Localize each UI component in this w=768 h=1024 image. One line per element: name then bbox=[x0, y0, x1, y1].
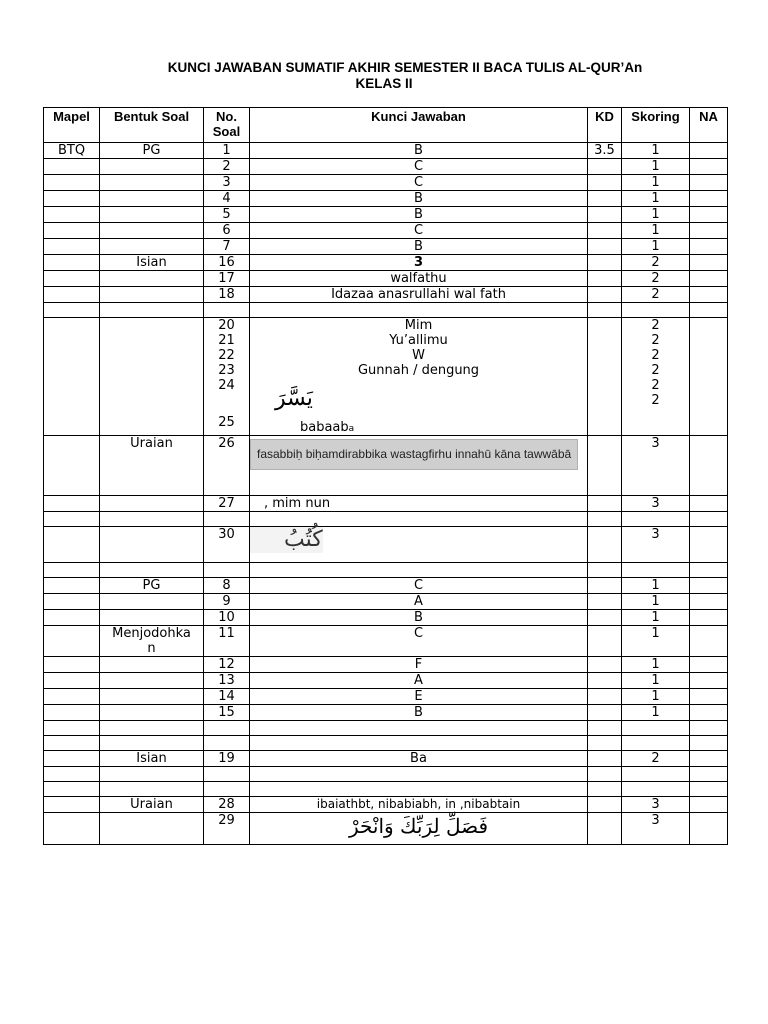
table-row bbox=[44, 207, 728, 223]
cell-skor: 1 bbox=[622, 673, 690, 689]
header-na: NA bbox=[690, 108, 728, 143]
cell-skor: 1 bbox=[622, 610, 690, 626]
table-row bbox=[44, 610, 728, 626]
cell-no: 29 bbox=[204, 813, 250, 845]
cell-no: 26 bbox=[204, 436, 250, 496]
cell-kunci: C bbox=[250, 223, 588, 239]
cell-skor: 2 bbox=[622, 255, 690, 271]
cell-skor: 1 bbox=[622, 239, 690, 255]
cell-skor: 1 bbox=[622, 143, 690, 159]
cell-kd: 3.5 bbox=[588, 143, 622, 159]
cell-no: 14 bbox=[204, 689, 250, 705]
table-row bbox=[44, 813, 728, 845]
cell-skor: 1 bbox=[622, 657, 690, 673]
cell-skor: 1 bbox=[622, 159, 690, 175]
cell-kunci: ibaiathbt, nibabiabh, in ,nibabtain bbox=[250, 797, 588, 813]
table-row bbox=[44, 175, 728, 191]
table-row bbox=[44, 673, 728, 689]
document-title: KUNCI JAWABAN SUMATIF AKHIR SEMESTER II BACA TULIS AL-QUR’An bbox=[167, 60, 643, 75]
table-row-empty bbox=[44, 767, 728, 782]
cell-kunci: B bbox=[250, 191, 588, 207]
answer-key-table bbox=[43, 107, 728, 845]
cell-no: 3 bbox=[204, 175, 250, 191]
cell-skor: 1 bbox=[622, 626, 690, 657]
cell-kunci: A bbox=[250, 673, 588, 689]
cell-no: 28 bbox=[204, 797, 250, 813]
cell-skor: 3 bbox=[622, 797, 690, 813]
table-row bbox=[44, 751, 728, 767]
cell-no: 7 bbox=[204, 239, 250, 255]
cell-skor: 1 bbox=[622, 207, 690, 223]
cell-kunci: A bbox=[250, 594, 588, 610]
cell-bentuk: PG bbox=[100, 143, 204, 159]
table-row bbox=[44, 223, 728, 239]
table-row bbox=[44, 626, 728, 657]
cell-na bbox=[690, 143, 728, 159]
cell-skor: 1 bbox=[622, 175, 690, 191]
cell-kunci: B bbox=[250, 239, 588, 255]
cell-skor: 2 bbox=[622, 287, 690, 303]
table-row bbox=[44, 496, 728, 512]
cell-kunci: , mim nun bbox=[250, 496, 588, 512]
header-kd: KD bbox=[588, 108, 622, 143]
table-row bbox=[44, 271, 728, 287]
arabic-answer-24: يَسَّرَ bbox=[275, 386, 313, 411]
table-row-empty bbox=[44, 782, 728, 797]
cell-no: 13 bbox=[204, 673, 250, 689]
cell-kunci: walfathu bbox=[250, 271, 588, 287]
cell-no: 17 bbox=[204, 271, 250, 287]
cell-skor: 1 bbox=[622, 594, 690, 610]
cell-kunci: C bbox=[250, 175, 588, 191]
cell-no: 9 bbox=[204, 594, 250, 610]
cell-kunci: C bbox=[250, 626, 588, 657]
cell-kunci: B bbox=[250, 610, 588, 626]
table-row-empty bbox=[44, 721, 728, 736]
cell-kunci: Idazaa anasrullahi wal fath bbox=[250, 287, 588, 303]
transliteration-image: fasabbiḥ biḥamdirabbika wastagfirhu innahū kāna tawwābā bbox=[250, 439, 578, 470]
cell-bentuk: Isian bbox=[100, 255, 204, 271]
cell-no: 6 bbox=[204, 223, 250, 239]
cell-bentuk: PG bbox=[100, 578, 204, 594]
cell-kunci: F bbox=[250, 657, 588, 673]
cell-kunci: C bbox=[250, 578, 588, 594]
cell-kunci: 3 bbox=[250, 255, 588, 271]
header-skoring: Skoring bbox=[622, 108, 690, 143]
cell-kunci: E bbox=[250, 689, 588, 705]
cell-no: 16 bbox=[204, 255, 250, 271]
table-row-empty bbox=[44, 736, 728, 751]
cell-mapel: BTQ bbox=[44, 143, 100, 159]
table-row bbox=[44, 527, 728, 563]
cell-skor: 1 bbox=[622, 689, 690, 705]
cell-kunci: B bbox=[250, 705, 588, 721]
cell-no: 8 bbox=[204, 578, 250, 594]
table-row-empty bbox=[44, 303, 728, 318]
cell-kunci: C bbox=[250, 159, 588, 175]
document-subtitle: KELAS II bbox=[355, 76, 413, 91]
cell-no: 10 bbox=[204, 610, 250, 626]
cell-no: 2 bbox=[204, 159, 250, 175]
table-row bbox=[44, 578, 728, 594]
table-row bbox=[44, 143, 728, 159]
table-row bbox=[44, 657, 728, 673]
table-row bbox=[44, 159, 728, 175]
cell-no-group: 20 21 22 23 24 25 bbox=[204, 318, 250, 436]
cell-no: 5 bbox=[204, 207, 250, 223]
cell-skor: 1 bbox=[622, 191, 690, 207]
table-row bbox=[44, 705, 728, 721]
table-row bbox=[44, 287, 728, 303]
cell-kunci-group: Mim Yu’allimu W Gunnah / dengung يَسَّرَ babaaba bbox=[250, 318, 588, 436]
table-row-group bbox=[44, 318, 728, 436]
table-row bbox=[44, 191, 728, 207]
cell-skor: 1 bbox=[622, 705, 690, 721]
table-row-empty bbox=[44, 512, 728, 527]
cell-no: 30 bbox=[204, 527, 250, 563]
cell-bentuk: Isian bbox=[100, 751, 204, 767]
cell-bentuk: Uraian bbox=[100, 436, 204, 496]
table-row bbox=[44, 436, 728, 496]
cell-skor: 3 bbox=[622, 496, 690, 512]
cell-skor: 2 bbox=[622, 751, 690, 767]
cell-bentuk: Menjodohka n bbox=[100, 626, 204, 657]
cell-skor-group: 2 2 2 2 2 2 bbox=[622, 318, 690, 436]
cell-skor: 3 bbox=[622, 527, 690, 563]
table-row bbox=[44, 255, 728, 271]
cell-no: 15 bbox=[204, 705, 250, 721]
header-no-soal: No. Soal bbox=[204, 108, 250, 143]
cell-skor: 3 bbox=[622, 813, 690, 845]
cell-skor: 3 bbox=[622, 436, 690, 496]
table-row bbox=[44, 689, 728, 705]
cell-skor: 2 bbox=[622, 271, 690, 287]
cell-no: 27 bbox=[204, 496, 250, 512]
cell-kunci: B bbox=[250, 143, 588, 159]
table-row-empty bbox=[44, 563, 728, 578]
cell-no: 19 bbox=[204, 751, 250, 767]
cell-bentuk: Uraian bbox=[100, 797, 204, 813]
cell-no: 4 bbox=[204, 191, 250, 207]
table-row bbox=[44, 797, 728, 813]
cell-kunci: B bbox=[250, 207, 588, 223]
arabic-answer-29: فَصَلِّ لِرَبِّكَ وَانْحَرْ bbox=[348, 814, 489, 838]
cell-no: 11 bbox=[204, 626, 250, 657]
table-row bbox=[44, 239, 728, 255]
cell-skor: 1 bbox=[622, 578, 690, 594]
cell-no: 18 bbox=[204, 287, 250, 303]
cell-no: 1 bbox=[204, 143, 250, 159]
header-kunci-jawaban: Kunci Jawaban bbox=[250, 108, 588, 143]
header-mapel: Mapel bbox=[44, 108, 100, 143]
header-bentuk-soal: Bentuk Soal bbox=[100, 108, 204, 143]
cell-no: 12 bbox=[204, 657, 250, 673]
arabic-answer-30: كُتُبُ bbox=[250, 527, 323, 553]
table-row bbox=[44, 594, 728, 610]
cell-skor: 1 bbox=[622, 223, 690, 239]
cell-kunci: Ba bbox=[250, 751, 588, 767]
table-header-row bbox=[44, 108, 728, 143]
